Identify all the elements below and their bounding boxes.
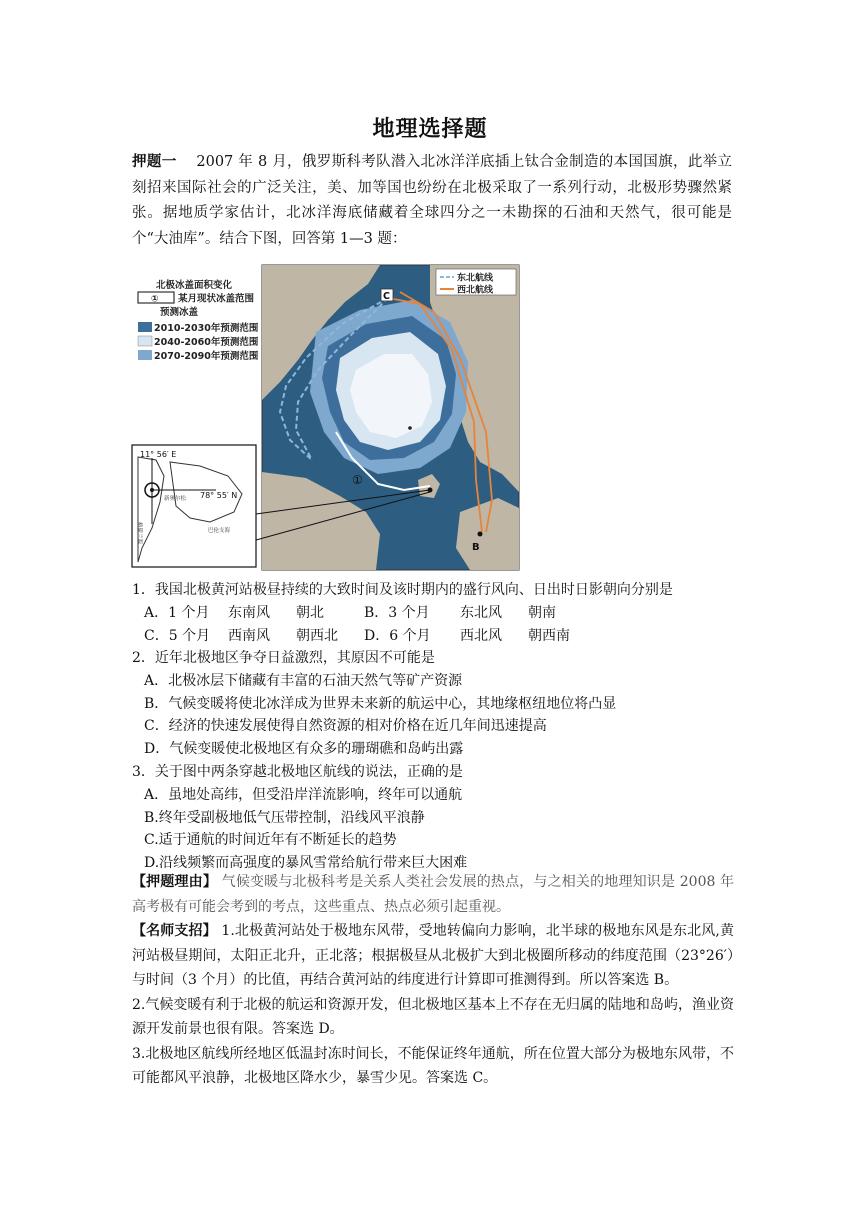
legend-swatch-2010 — [138, 322, 152, 332]
arctic-map — [130, 262, 522, 574]
legend-swatch-2040 — [138, 336, 152, 346]
inset-label-b: 巴伦支海 — [208, 528, 231, 534]
legend-item-2070: 2070-2090年预测范围 — [154, 351, 259, 362]
inset-lon: 11° 56′ E — [140, 450, 177, 459]
north-pole-dot — [408, 426, 412, 430]
reason-section — [132, 870, 734, 919]
legend-title: 北极冰盖面积变化 — [156, 280, 233, 291]
q3-option-c: C.适于通航的时间近年有不断延长的趋势 — [144, 832, 397, 849]
q1-option-b-shadow: 朝南 — [528, 604, 556, 621]
point-b-label: B — [472, 542, 480, 553]
intro-paragraph — [132, 150, 732, 252]
q3-option-a: A．虽地处高纬，但受沿岸洋流影响，终年可以通航 — [144, 786, 463, 803]
q2-option-c: C．经济的快速发展使得自然资源的相对价格在近几年间迅速提高 — [144, 718, 547, 735]
intro-label: 押题一 — [132, 154, 177, 170]
legend-circle-label: ① — [151, 294, 159, 305]
q1-option-d: D．6 个月 — [364, 627, 431, 644]
inset-frame — [132, 445, 256, 567]
q1-option-d-wind: 西北风 — [460, 627, 502, 644]
q2-option-b: B．气候变暖将使北冰洋成为世界未来新的航运中心，其地缘枢纽地位将凸显 — [144, 695, 617, 712]
page-title: 地理选择题 — [372, 117, 488, 142]
inset-label-a: 新奥尔松 — [164, 496, 187, 502]
intro-text: 2007 年 8 月，俄罗斯科考队潜入北冰洋洋底插上钛合金制造的本国国旗，此举立刻招来国际社会的广泛关注，美、加等国也纷纷在北极采取了一系列行动，北极形势骤然紧张。据地质学家估计，北冰洋海底储藏着全球四分之一未勘探的石油和天然气，很可能是个“大油库”。结合下图，回答第 1—3 题： — [132, 154, 733, 247]
main-map — [262, 265, 519, 570]
route-legend-nw: 西北航线 — [457, 285, 494, 296]
tips-label: 【名师支招】 — [132, 923, 217, 939]
q1-option-b-wind: 东北风 — [460, 604, 502, 621]
question-1-stem: 1．我国北极黄河站极昼持续的大致时间及该时期内的盛行风向、日出时日影朝向分别是 — [132, 582, 673, 598]
point-b-dot — [478, 532, 483, 537]
point-1-label: ① — [352, 473, 363, 487]
q1-option-c-shadow: 朝西北 — [296, 627, 338, 644]
question-1 — [132, 579, 772, 647]
arctic-map-figure — [130, 262, 522, 574]
q3-option-d: D.沿线频繁而高强度的暴风雪常给航行带来巨大困难 — [144, 855, 468, 872]
inset-label-c: 格陵兰海 — [136, 522, 142, 545]
question-1-options-row-2 — [132, 625, 772, 648]
legend-current-label: 某月现状冰盖范围 — [178, 293, 255, 305]
tips-paragraph-1: 1.北极黄河站处于极地东风带，受地转偏向力影响，北半球的极地东风是东北风,黄河站极昼期间，太阳正北升，正北落；根据极昼从北极扩大到北极圈所移动的纬度范围（23°26′）与时间（3 个月）的比值，再结合黄河站的纬度进行计算即可推测得到。所以答案选 B。 — [132, 923, 735, 988]
question-3-stem: 3．关于图中两条穿越北极地区航线的说法，正确的是 — [132, 764, 463, 780]
svalbard-inset — [132, 445, 256, 567]
q1-option-c: C．5 个月 — [144, 627, 211, 644]
inset-lat: 78° 55′ N — [200, 491, 238, 500]
q1-option-a-shadow: 朝北 — [296, 604, 324, 621]
q1-option-b: B．3 个月 — [364, 604, 430, 621]
legend-item-2010: 2010-2030年预测范围 — [154, 323, 259, 334]
q3-option-b: B.终年受副极地低气压带控制，沿线风平浪静 — [144, 809, 425, 826]
map-legend — [138, 279, 259, 362]
reason-text: 气候变暖与北极科考是关系人类社会发展的热点，与之相关的地理知识是 2008 年高考极有可能会考到的考点，这些重点、热点必须引起重视。 — [132, 874, 735, 915]
legend-forecast-label: 预测冰盖 — [160, 307, 199, 318]
tips-paragraph-3: 3.北极地区航线所经地区低温封冻时间长，不能保证终年通航，所在位置大部分为极地东风带，不可能都风平浪静，北极地区降水少，暴雪少见。答案选 C。 — [132, 1045, 734, 1086]
q1-option-a: A．1 个月 — [144, 604, 210, 621]
q1-option-d-shadow: 朝西南 — [528, 627, 570, 644]
tips-paragraph-2: 2.气候变暖有利于北极的航运和资源开发，但北极地区基本上不存在无归属的陆地和岛屿，渔业资源开发前景也很有限。答案选 D。 — [132, 996, 734, 1037]
q1-option-c-wind: 西南风 — [228, 627, 270, 644]
q2-option-a: A．北极冰层下储藏有丰富的石油天然气等矿产资源 — [144, 672, 463, 689]
legend-item-2040: 2040-2060年预测范围 — [154, 337, 259, 348]
question-2 — [132, 647, 772, 761]
tips-section — [132, 919, 734, 1091]
route-legend-ne: 东北航线 — [457, 273, 494, 284]
question-3 — [132, 761, 772, 875]
question-2-stem: 2．近年北极地区争夺日益激烈，其原因不可能是 — [132, 650, 435, 666]
q2-option-d: D．气候变暖使北极地区有众多的珊瑚礁和岛屿出露 — [144, 741, 464, 758]
question-1-options-row-1 — [132, 602, 772, 625]
legend-swatch-2070 — [138, 350, 152, 360]
reason-label: 【押题理由】 — [132, 874, 218, 890]
q1-option-a-wind: 东南风 — [228, 604, 270, 621]
inset-station-dot — [150, 488, 154, 492]
point-c-label: C — [383, 291, 390, 302]
